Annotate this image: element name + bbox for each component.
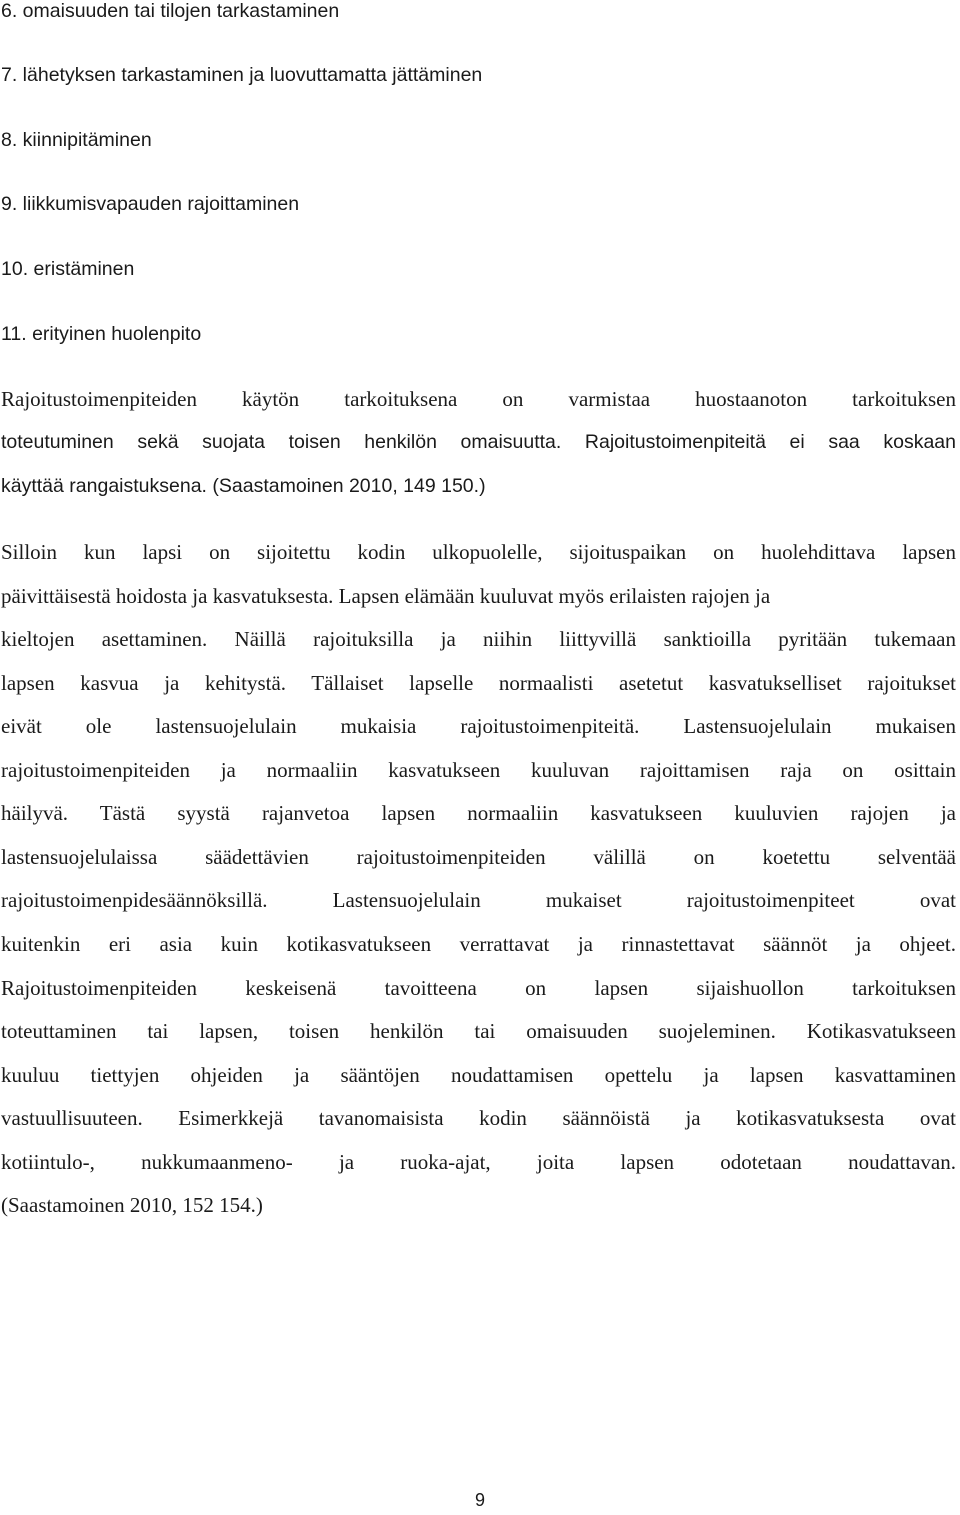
paragraph-line: vastuullisuuteen. Esimerkkejä tavanomaisista kodin säännöistä ja kotikasvatuksesta ovat [1, 1106, 956, 1130]
paragraph-line: toteutuminen sekä suojata toisen henkilön omaisuutta. Rajoitustoimenpiteitä ei saa koskaan [1, 431, 956, 453]
paragraph-line: päivittäisestä hoidosta ja kasvatuksesta. Lapsen elämään kuuluvat myös erilaisten rajojen ja [1, 584, 771, 608]
paragraph-line: häilyvä. Tästä syystä rajanvetoa lapsen normaaliin kasvatukseen kuuluvien rajojen ja [1, 801, 956, 825]
paragraph-line: Silloin kun lapsi on sijoitettu kodin ulkopuolelle, sijoituspaikan on huolehdittava lapsen [1, 540, 956, 564]
paragraph-line: lastensuojelulaissa säädettävien rajoitustoimenpiteiden välillä on koetettu selventää [1, 845, 956, 869]
paragraph-line: kieltojen asettaminen. Näillä rajoituksilla ja niihin liittyvillä sanktioilla pyritään tukemaan [1, 627, 956, 651]
paragraph-line: rajoitustoimenpiteiden ja normaaliin kasvatukseen kuuluvan rajoittamisen raja on osittain [1, 758, 956, 782]
list-item: 6. omaisuuden tai tilojen tarkastaminen [1, 0, 340, 22]
paragraph-line: eivät ole lastensuojelulain mukaisia rajoitustoimenpiteitä. Lastensuojelulain mukaisen [1, 714, 956, 738]
paragraph-line: (Saastamoinen 2010, 152 154.) [1, 1193, 263, 1217]
list-item: 9. liikkumisvapauden rajoittaminen [1, 193, 300, 215]
paragraph-line: lapsen kasvua ja kehitystä. Tällaiset lapselle normaalisti asetetut kasvatukselliset rajoitukset [1, 671, 956, 695]
list-item: 10. eristäminen [1, 258, 135, 280]
paragraph-line: käyttää rangaistuksena. (Saastamoinen 2010, 149 150.) [1, 475, 486, 497]
paragraph-line: Rajoitustoimenpiteiden käytön tarkoituksena on varmistaa huostaanoton tarkoituksen [1, 387, 956, 411]
paragraph-line: rajoitustoimenpidesäännöksillä. Lastensuojelulain mukaiset rajoitustoimenpiteet ovat [1, 888, 956, 912]
list-item: 7. lähetyksen tarkastaminen ja luovuttamatta jättäminen [1, 64, 483, 86]
paragraph-line: toteuttaminen tai lapsen, toisen henkilön tai omaisuuden suojeleminen. Kotikasvatukseen [1, 1019, 956, 1043]
paragraph-line: kotiintulo-, nukkumaanmeno- ja ruoka-ajat, joita lapsen odotetaan noudattavan. [1, 1150, 956, 1174]
paragraph-line: Rajoitustoimenpiteiden keskeisenä tavoitteena on lapsen sijaishuollon tarkoituksen [1, 976, 956, 1000]
list-item: 8. kiinnipitäminen [1, 129, 152, 151]
list-item: 11. erityinen huolenpito [1, 323, 202, 345]
page-number: 9 [474, 1490, 485, 1510]
paragraph-line: kuuluu tiettyjen ohjeiden ja sääntöjen noudattamisen opettelu ja lapsen kasvattaminen [1, 1063, 956, 1087]
paragraph-line: kuitenkin eri asia kuin kotikasvatukseen verrattavat ja rinnastettavat säännöt ja ohjeet. [1, 932, 956, 956]
